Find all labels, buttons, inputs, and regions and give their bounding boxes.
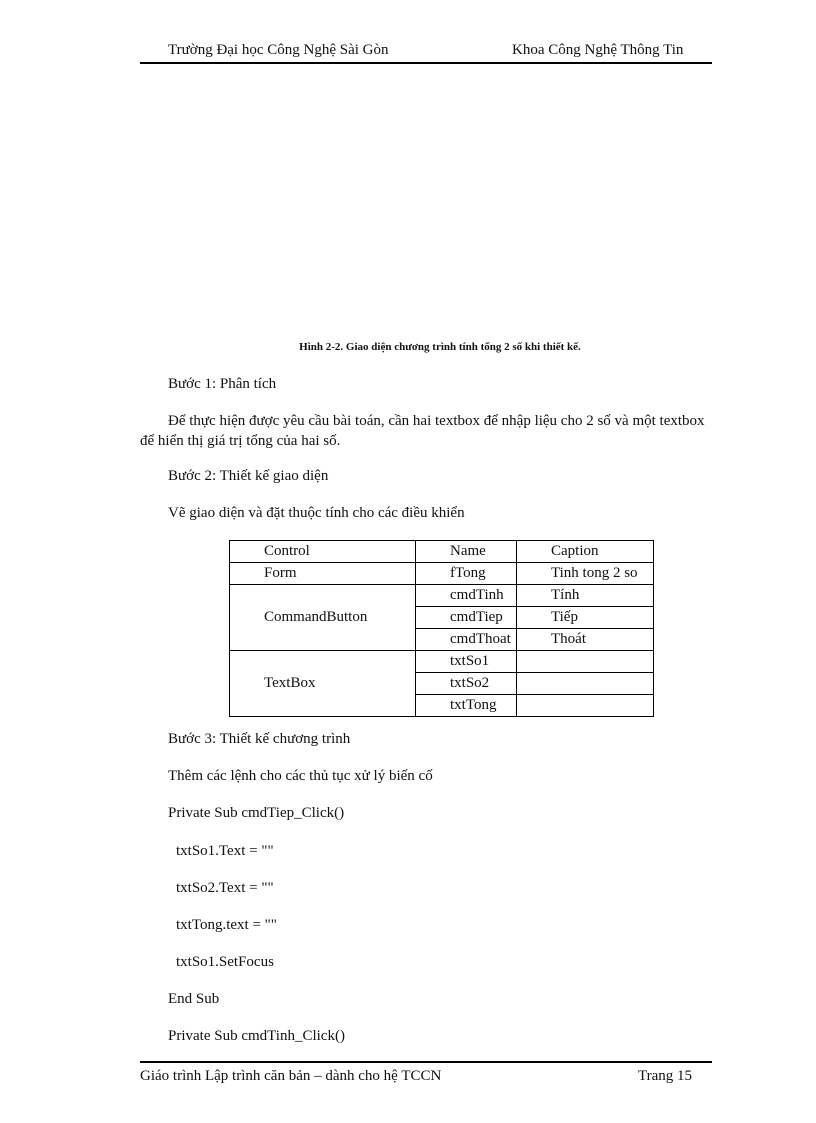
step3-heading: Bước 3: Thiết kế chương trình (168, 731, 351, 747)
form-name: fTong (416, 563, 517, 585)
command-name: cmdTinh (416, 585, 517, 607)
code-line: txtSo1.Text = "" (176, 843, 274, 859)
command-caption: Tiếp (517, 607, 654, 629)
textbox-caption (517, 695, 654, 717)
code-line: Private Sub cmdTinh_Click() (168, 1028, 345, 1044)
command-name: cmdTiep (416, 607, 517, 629)
code-line: txtSo1.SetFocus (176, 954, 274, 970)
header-name: Name (416, 541, 517, 563)
step2-heading: Bước 2: Thiết kế giao diện (168, 468, 329, 484)
analysis-paragraph: Để thực hiện được yêu cầu bài toán, cần hai textbox để nhập liệu cho 2 số và một textbox để hiển thị giá trị tổng của hai số. (140, 413, 705, 449)
header-control: Control (230, 541, 416, 563)
header-faculty: Khoa Công Nghệ Thông Tin (512, 42, 684, 58)
step1-heading: Bước 1: Phân tích (168, 376, 277, 392)
textbox-caption (517, 673, 654, 695)
textbox-name: txtTong (416, 695, 517, 717)
footer-page-number: Trang 15 (638, 1068, 693, 1084)
form-control: Form (230, 563, 416, 585)
figure-caption: Hình 2-2. Giao diện chương trình tính tổng 2 số khi thiết kế. (299, 341, 581, 353)
header-divider (140, 62, 712, 64)
commandbutton-control: CommandButton (230, 585, 416, 651)
table-row (230, 585, 654, 607)
figure-placeholder (140, 80, 712, 320)
table-header-row (230, 541, 654, 563)
add-intro: Thêm các lệnh cho các thủ tục xử lý biến cố (168, 768, 433, 784)
header-school: Trường Đại học Công Nghệ Sài Gòn (168, 42, 389, 58)
textbox-caption (517, 651, 654, 673)
code-line: txtSo2.Text = "" (176, 880, 274, 896)
form-caption: Tinh tong 2 so (517, 563, 654, 585)
code-line: Private Sub cmdTiep_Click() (168, 805, 345, 821)
draw-intro: Vẽ giao diện và đặt thuộc tính cho các điều khiển (168, 505, 465, 521)
textbox-name: txtSo1 (416, 651, 517, 673)
command-caption: Tính (517, 585, 654, 607)
code-line: End Sub (168, 991, 220, 1007)
code-line: txtTong.text = "" (176, 917, 277, 933)
footer-book-title: Giáo trình Lập trình căn bản – dành cho hệ TCCN (140, 1068, 442, 1084)
footer-divider (140, 1061, 712, 1063)
table-row (230, 651, 654, 673)
command-name: cmdThoat (416, 629, 517, 651)
properties-table (229, 540, 654, 717)
textbox-name: txtSo2 (416, 673, 517, 695)
header-caption: Caption (517, 541, 654, 563)
command-caption: Thoát (517, 629, 654, 651)
textbox-control: TextBox (230, 651, 416, 717)
table-row (230, 563, 654, 585)
